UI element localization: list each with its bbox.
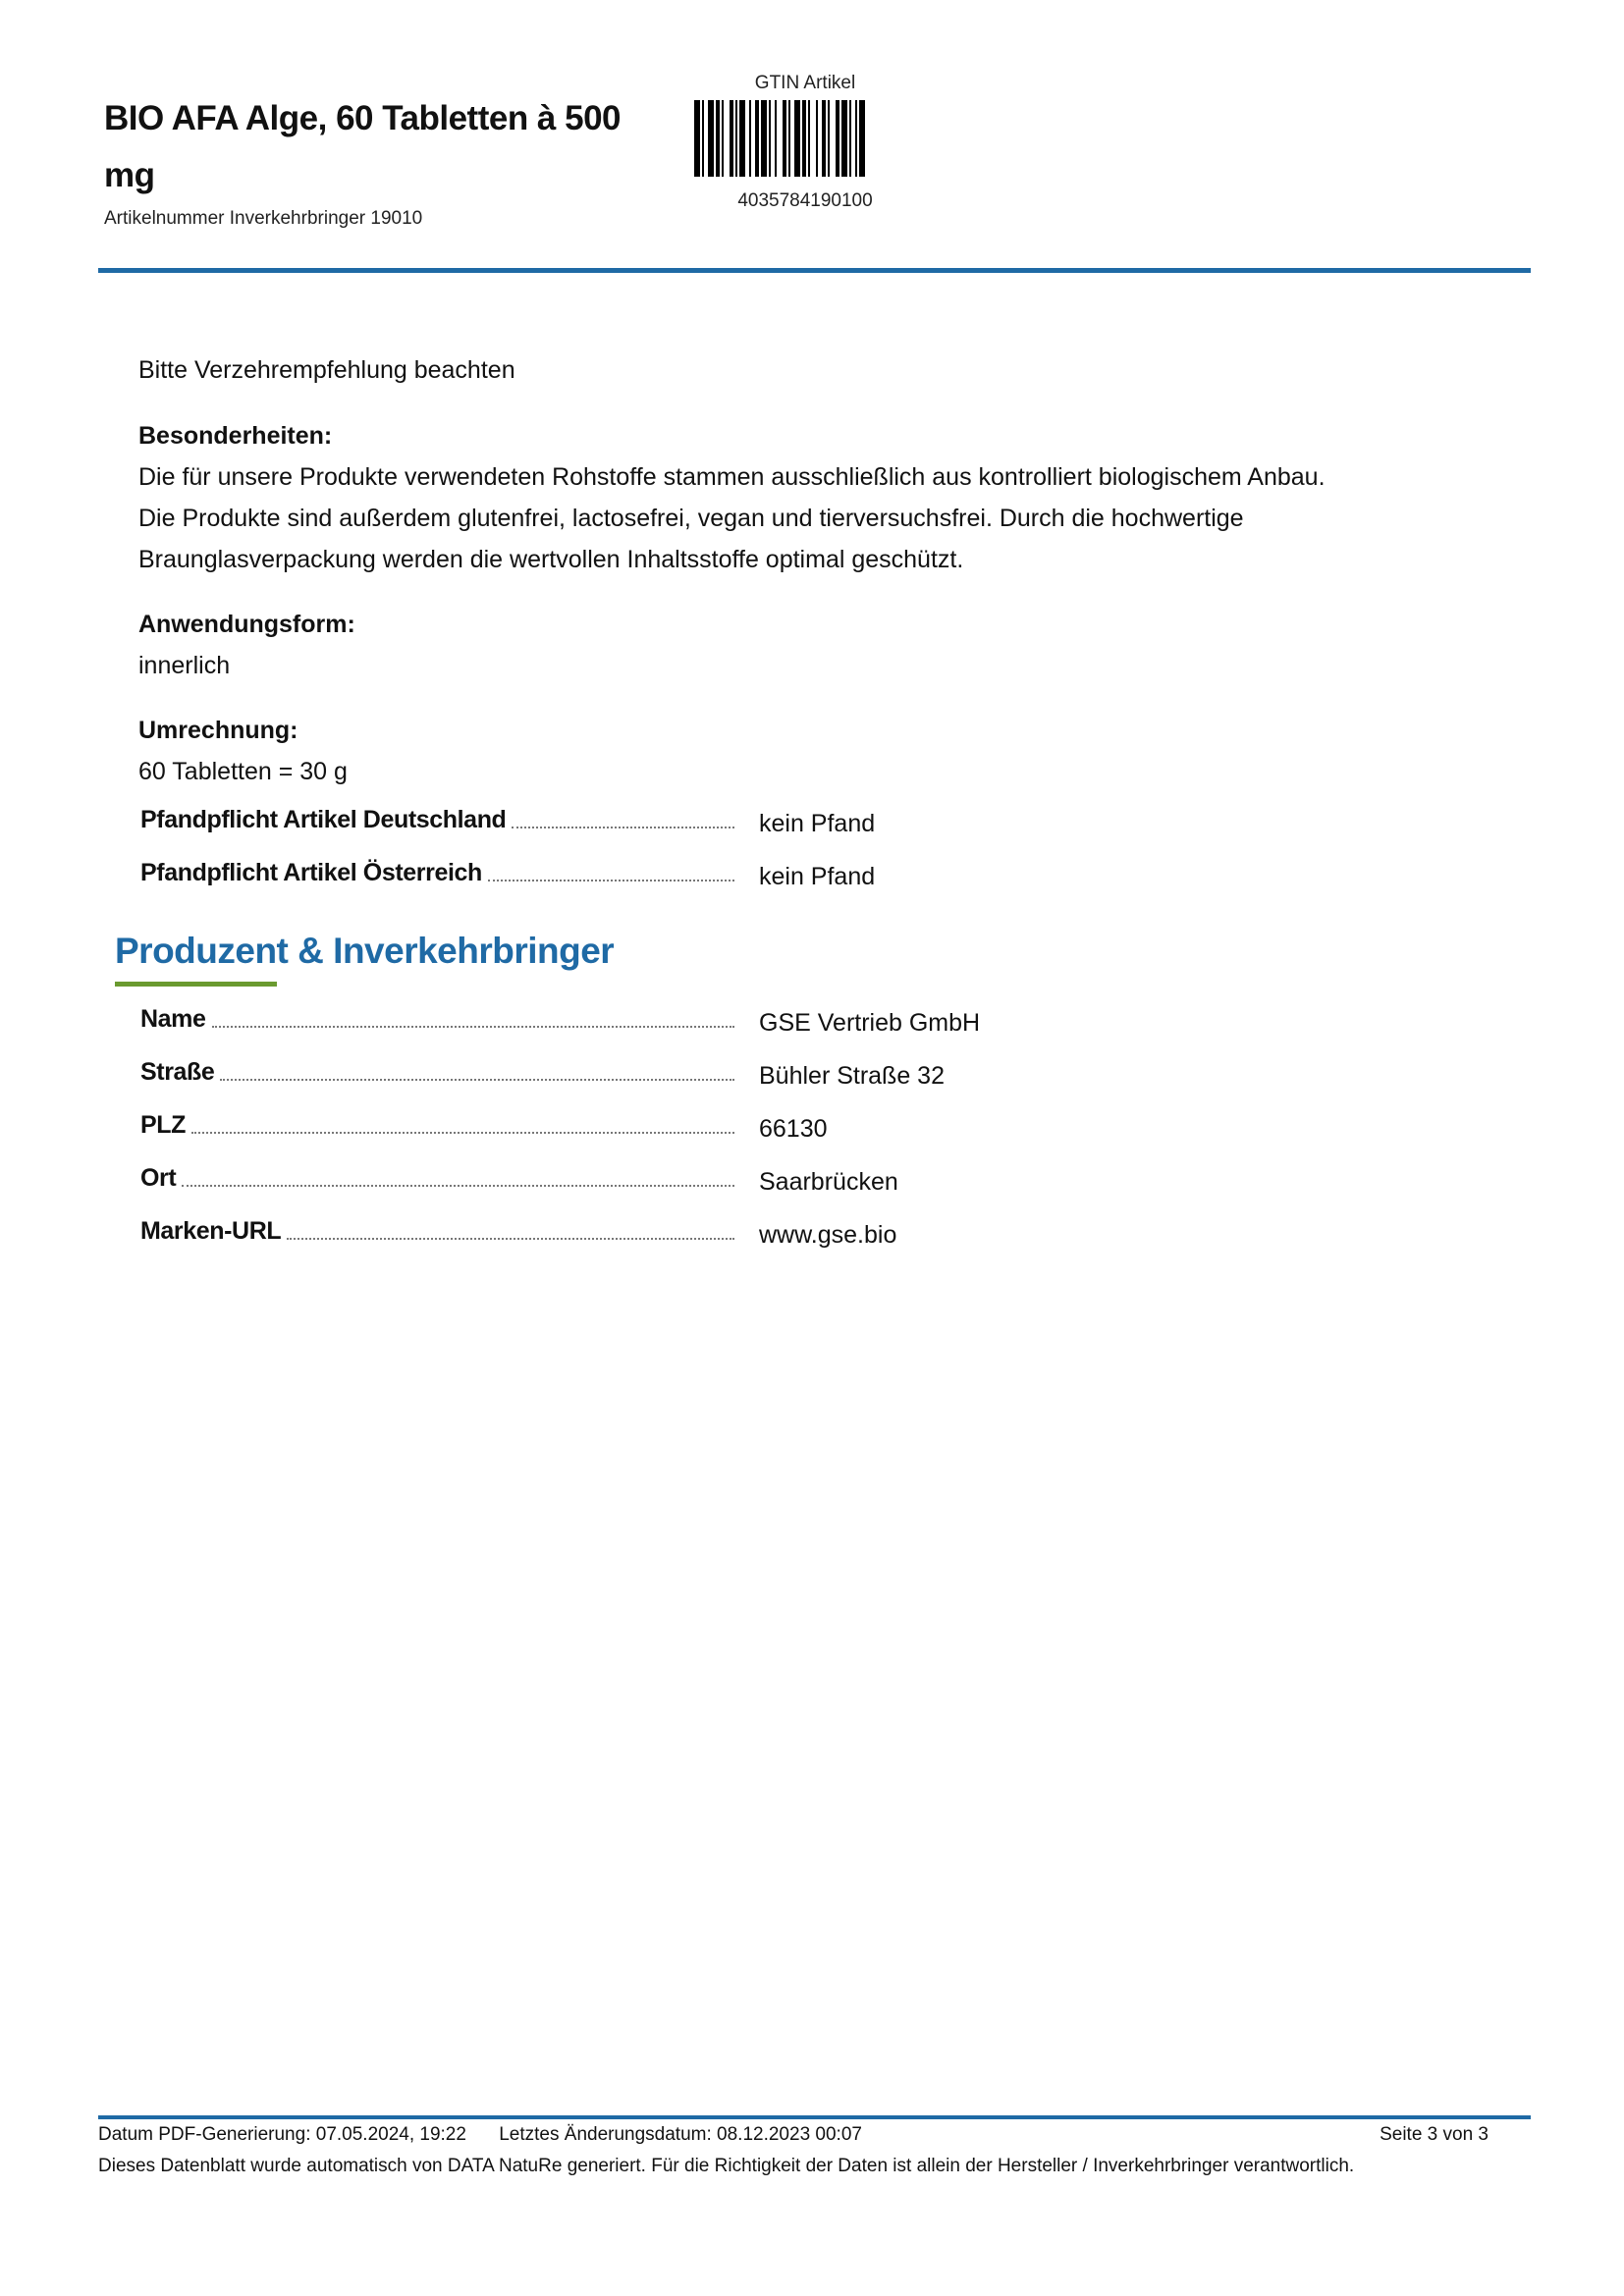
barcode-bar <box>749 100 751 177</box>
section-underline <box>115 982 277 987</box>
producer-label: Straße <box>140 1058 215 1086</box>
barcode-bar <box>769 100 771 177</box>
gtin-block <box>687 73 923 212</box>
pfand-label: Pfandpflicht Artikel Deutschland <box>140 806 507 833</box>
producer-row-marken-url <box>140 1212 897 1252</box>
gtin-label: GTIN Artikel <box>754 73 856 93</box>
barcode-bar <box>788 100 790 177</box>
anwendung-value: innerlich <box>138 652 231 679</box>
dotted-leader <box>182 1184 734 1187</box>
pfand-row-deutschland <box>140 801 876 840</box>
umrechnung-value: 60 Tabletten = 30 g <box>138 758 348 785</box>
dotted-leader <box>220 1078 734 1081</box>
barcode-bar <box>808 100 810 177</box>
anwendung-heading: Anwendungsform: <box>138 611 355 638</box>
barcode-bar <box>694 100 700 177</box>
footer-page-number: Seite 3 von 3 <box>1380 2124 1489 2145</box>
dotted-leader <box>287 1237 734 1240</box>
pfand-row-oesterreich <box>140 854 876 893</box>
producer-value: www.gse.bio <box>759 1221 897 1249</box>
article-number: Artikelnummer Inverkehrbringer 19010 <box>104 208 423 229</box>
barcode-bar <box>775 100 777 177</box>
besonderheiten-line-3: Braunglasverpackung werden die wertvollen Inhaltsstoffe optimal geschützt. <box>138 546 964 573</box>
producer-value: Bühler Straße 32 <box>759 1062 945 1090</box>
barcode-bar <box>802 100 806 177</box>
barcode-bar <box>816 100 818 177</box>
footer-generated-date: Datum PDF-Generierung: 07.05.2024, 19:22 <box>98 2124 466 2145</box>
pfand-value: kein Pfand <box>759 810 876 837</box>
barcode-bar <box>716 100 720 177</box>
barcode-bar <box>739 100 745 177</box>
barcode-bar <box>836 100 839 177</box>
barcode-bar <box>841 100 847 177</box>
producer-value: Saarbrücken <box>759 1168 898 1196</box>
header-divider <box>98 268 1531 273</box>
barcode-bar <box>859 100 865 177</box>
producer-label: PLZ <box>140 1111 187 1139</box>
barcode-bar <box>755 100 759 177</box>
besonderheiten-line-1: Die für unsere Produkte verwendeten Rohstoffe stammen ausschließlich aus kontrolliert biologischem Anbau. <box>138 463 1326 491</box>
footer-meta <box>98 2124 1489 2146</box>
producer-value: 66130 <box>759 1115 828 1143</box>
footer-changed-date: Letztes Änderungsdatum: 08.12.2023 00:07 <box>499 2124 862 2145</box>
intro-text: Bitte Verzehrempfehlung beachten <box>138 356 515 384</box>
besonderheiten-line-2: Die Produkte sind außerdem glutenfrei, lactosefrei, vegan und tierversuchsfrei. Durch die hochwertige <box>138 505 1244 532</box>
pfand-value: kein Pfand <box>759 863 876 890</box>
dotted-leader <box>512 826 734 828</box>
section-title-producer: Produzent & Inverkehrbringer <box>115 931 615 971</box>
barcode-bar <box>849 100 851 177</box>
producer-label: Marken-URL <box>140 1217 282 1245</box>
barcode-bar <box>730 100 733 177</box>
barcode-bar <box>794 100 800 177</box>
producer-label: Ort <box>140 1164 177 1192</box>
producer-row-name <box>140 1000 981 1040</box>
producer-row-strasse <box>140 1053 945 1093</box>
barcode-bar <box>783 100 786 177</box>
barcode-image <box>694 100 916 177</box>
producer-value: GSE Vertrieb GmbH <box>759 1009 981 1037</box>
producer-row-plz <box>140 1106 828 1146</box>
barcode-bar <box>828 100 830 177</box>
barcode-bar <box>722 100 724 177</box>
dotted-leader <box>191 1131 734 1134</box>
barcode-bar <box>822 100 826 177</box>
dotted-leader <box>488 879 734 881</box>
barcode-bar <box>735 100 737 177</box>
gtin-number: 4035784190100 <box>737 190 873 211</box>
barcode-bar <box>708 100 714 177</box>
umrechnung-heading: Umrechnung: <box>138 717 298 744</box>
producer-row-ort <box>140 1159 898 1199</box>
footer-disclaimer: Dieses Datenblatt wurde automatisch von DATA NatuRe generiert. Für die Richtigkeit der Daten ist allein der Hersteller / Inverkehrbringer verantwortlich. <box>98 2156 1355 2176</box>
pfand-label: Pfandpflicht Artikel Österreich <box>140 859 482 886</box>
footer-divider <box>98 2115 1531 2119</box>
product-title: BIO AFA Alge, 60 Tabletten à 500 mg <box>104 99 622 194</box>
barcode-bar <box>761 100 767 177</box>
dotted-leader <box>212 1025 735 1028</box>
barcode-bar <box>855 100 857 177</box>
barcode-bar <box>702 100 704 177</box>
producer-label: Name <box>140 1005 206 1033</box>
besonderheiten-heading: Besonderheiten: <box>138 422 333 450</box>
